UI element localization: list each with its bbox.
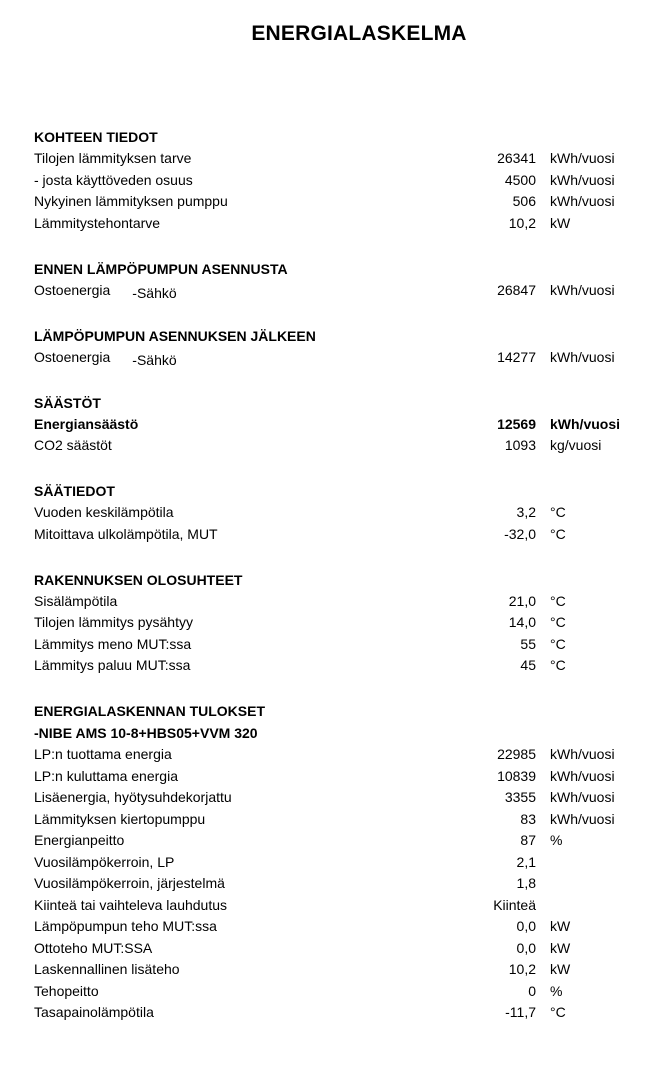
data-row [34, 744, 649, 766]
row-label-text: Vuosilämpökerroin, järjestelmä [34, 875, 225, 891]
data-row [34, 280, 649, 302]
row-label-text: Laskennallinen lisäteho [34, 961, 180, 977]
row-value: 12569 [497, 415, 536, 432]
row-unit: °C [550, 1004, 566, 1020]
row-label [34, 852, 174, 874]
data-row [34, 191, 649, 213]
row-value: 87 [520, 832, 536, 848]
row-unit: kWh/vuosi [550, 150, 615, 166]
energy-calculation-sheet [34, 126, 649, 1047]
row-label-text: Kiinteä tai vaihteleva lauhdutus [34, 896, 228, 913]
row-label-text: Lämmitys paluu MUT:ssa [34, 657, 191, 673]
data-row [34, 809, 649, 831]
row-label [34, 634, 191, 656]
row-value: 0 [528, 982, 536, 999]
row-sublabel: -Sähkö [132, 284, 177, 301]
data-row [34, 852, 649, 874]
row-unit: kW [550, 214, 571, 231]
row-unit: kWh/vuosi [550, 281, 615, 298]
row-label [34, 435, 112, 457]
row-value: 26847 [497, 281, 536, 298]
section-subheading: -NIBE AMS 10-8+HBS05+VVM 320 [34, 725, 258, 741]
row-label-text: Ottoteho MUT:SSA [34, 939, 153, 956]
row-value: 4500 [504, 171, 536, 188]
row-unit: kWh/vuosi [550, 767, 615, 784]
row-value: 83 [520, 810, 536, 827]
row-unit: % [550, 832, 563, 848]
row-value: 10,2 [508, 214, 536, 231]
row-unit: kW [550, 918, 571, 934]
row-label-text: LP:n tuottama energia [34, 746, 172, 762]
row-label-text: Energiansäästö [34, 415, 139, 432]
row-unit: % [550, 982, 563, 999]
data-row [34, 414, 649, 436]
row-unit: °C [550, 635, 566, 652]
data-row [34, 959, 649, 981]
data-row [34, 787, 649, 809]
row-label [34, 414, 138, 436]
data-row [34, 612, 649, 634]
row-unit: kWh/vuosi [550, 415, 621, 432]
row-value: 1093 [504, 437, 536, 453]
row-label [34, 1002, 154, 1024]
row-label [34, 280, 177, 302]
row-value: 45 [520, 657, 536, 673]
row-label [34, 830, 124, 852]
section [34, 392, 649, 457]
row-label [34, 347, 177, 369]
row-value: 1,8 [516, 875, 536, 891]
row-label-text: Energianpeitto [34, 832, 125, 848]
row-label-text: Tilojen lämmitys pysähtyy [34, 614, 193, 630]
row-label [34, 502, 174, 524]
row-unit: kWh/vuosi [550, 746, 615, 762]
row-value: 10,2 [508, 961, 536, 977]
row-label [34, 191, 228, 213]
row-value: 3355 [504, 789, 536, 805]
row-value: 14,0 [508, 614, 536, 630]
row-unit: °C [550, 614, 566, 630]
row-value: 10839 [497, 767, 536, 784]
data-row [34, 524, 649, 546]
section [34, 700, 649, 1024]
section-heading: LÄMPÖPUMPUN ASENNUKSEN JÄLKEEN [34, 327, 316, 344]
row-unit: kW [550, 939, 571, 956]
row-label [34, 981, 99, 1003]
row-label-text: Lämpöpumpun teho MUT:ssa [34, 918, 217, 934]
data-row [34, 634, 649, 656]
row-label-text: Ostoenergia [34, 348, 111, 365]
row-value: 14277 [497, 348, 536, 365]
row-label-text: Mitoittava ulkolämpötila, MUT [34, 525, 218, 542]
row-label [34, 170, 193, 192]
row-label [34, 591, 117, 613]
row-label-text: Tilojen lämmityksen tarve [34, 150, 192, 166]
row-unit: °C [550, 657, 566, 673]
section-heading: SÄÄTIEDOT [34, 483, 115, 499]
data-row [34, 938, 649, 960]
row-value: 3,2 [516, 504, 536, 520]
section [34, 569, 649, 677]
data-row [34, 435, 649, 457]
row-label [34, 873, 225, 895]
row-label [34, 612, 193, 634]
section-heading: RAKENNUKSEN OLOSUHTEET [34, 571, 243, 588]
data-row [34, 213, 649, 235]
data-row [34, 895, 649, 917]
row-unit: °C [550, 525, 566, 542]
row-unit: kWh/vuosi [550, 348, 615, 365]
row-unit: kWh/vuosi [550, 810, 615, 827]
data-row [34, 873, 649, 895]
data-row [34, 766, 649, 788]
row-label-text: CO2 säästöt [34, 437, 112, 453]
row-label-text: LP:n kuluttama energia [34, 767, 178, 784]
section [34, 480, 649, 545]
row-unit: kWh/vuosi [550, 171, 615, 188]
section-heading: SÄÄSTÖT [34, 394, 101, 411]
row-label-text: Vuoden keskilämpötila [34, 504, 174, 520]
row-label-text: Tehopeitto [34, 982, 99, 999]
row-label [34, 148, 191, 170]
row-label-text: Nykyinen lämmityksen pumppu [34, 193, 228, 209]
row-label-text: Vuosilämpökerroin, LP [34, 853, 175, 870]
row-value: Kiinteä [493, 896, 536, 913]
row-label [34, 809, 205, 831]
row-label [34, 524, 218, 546]
data-row [34, 830, 649, 852]
row-value: -11,7 [505, 1004, 536, 1020]
row-label [34, 787, 232, 809]
section [34, 258, 649, 302]
row-unit: kW [550, 961, 571, 977]
row-label-text: - josta käyttöveden osuus [34, 171, 193, 188]
row-label-text: Lisäenergia, hyötysuhdekorjattu [34, 789, 232, 805]
row-value: 21,0 [508, 592, 536, 609]
row-label [34, 766, 178, 788]
row-value: 22985 [497, 746, 536, 762]
data-row [34, 502, 649, 524]
row-label-text: Ostoenergia [34, 281, 111, 298]
row-value: 0,0 [516, 918, 536, 934]
data-row [34, 591, 649, 613]
row-label [34, 959, 180, 981]
row-label-text: Lämmitys meno MUT:ssa [34, 635, 192, 652]
row-label [34, 213, 160, 235]
row-unit: kWh/vuosi [550, 789, 615, 805]
section-heading: ENERGIALASKENNAN TULOKSET [34, 703, 266, 719]
row-label-text: Tasapainolämpötila [34, 1004, 154, 1020]
data-row [34, 1002, 649, 1024]
row-label [34, 744, 172, 766]
row-label [34, 938, 152, 960]
data-row [34, 148, 649, 170]
row-label-text: Lämmitystehontarve [34, 214, 161, 231]
row-unit: kg/vuosi [550, 437, 602, 453]
row-label [34, 655, 190, 677]
row-sublabel: -Sähkö [132, 351, 177, 368]
section [34, 325, 649, 369]
row-unit: °C [550, 592, 566, 609]
row-label-text: Sisälämpötila [34, 592, 118, 609]
row-unit: °C [550, 504, 566, 520]
data-row [34, 170, 649, 192]
row-value: 55 [520, 635, 536, 652]
data-row [34, 347, 649, 369]
row-label-text: Lämmityksen kiertopumppu [34, 810, 206, 827]
data-row [34, 981, 649, 1003]
row-unit: kWh/vuosi [550, 193, 615, 209]
row-label [34, 916, 217, 938]
row-value: 2,1 [516, 853, 536, 870]
row-value: 0,0 [516, 939, 536, 956]
data-row [34, 916, 649, 938]
section-heading: KOHTEEN TIEDOT [34, 129, 158, 145]
row-label [34, 895, 227, 917]
section [34, 126, 649, 234]
page-title: ENERGIALASKELMA [251, 22, 467, 45]
row-value: -32,0 [504, 525, 536, 542]
row-value: 26341 [497, 150, 536, 166]
row-value: 506 [512, 193, 536, 209]
section-heading: ENNEN LÄMPÖPUMPUN ASENNUSTA [34, 260, 288, 277]
data-row [34, 655, 649, 677]
